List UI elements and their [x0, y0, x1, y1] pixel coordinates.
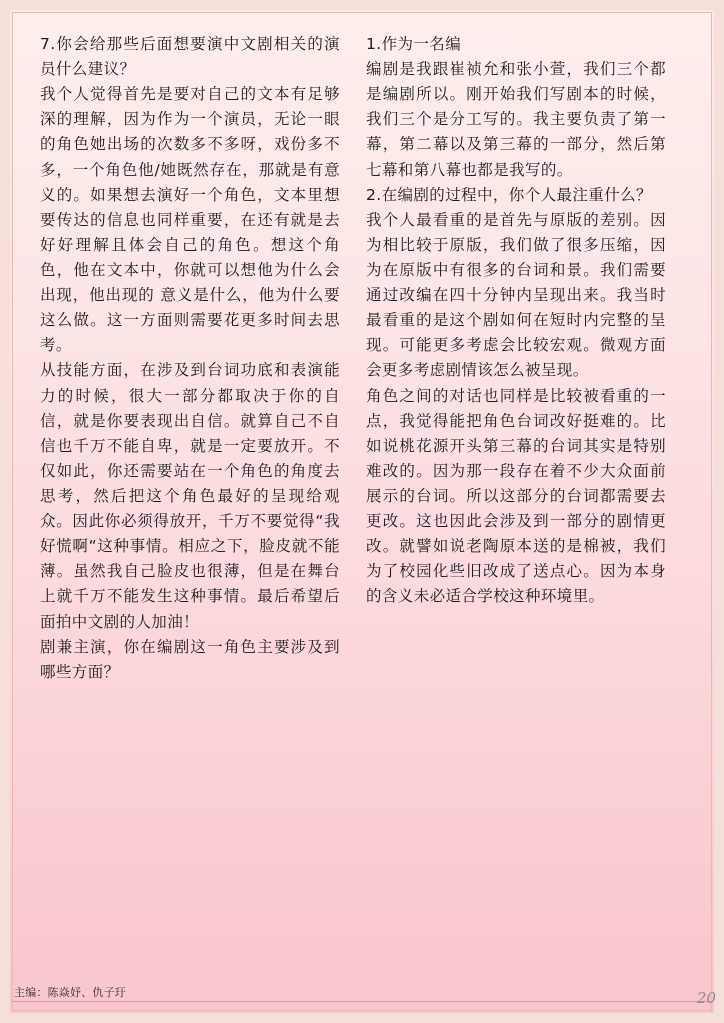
paragraph: 从技能方面，在涉及到台词功底和表演能力的时候，很大一部分都取决于你的自信，就是你要表现出自信。就算自己不自信也千万不能自卑，就是一定要放开。不仅如此，你还需要站在一个角色的角度去思考，然后把这个角色最好的呈现给观众。因此你必须得放开，千万不要觉得“我好慌啊“这种事情。相应之下，脸皮就不能薄。虽然我自己脸皮也很薄，但是在舞台上就千万不能发生这种事情。最后希望后面拍中文剧的人加油！ — [40, 361, 340, 631]
editor-credit: 主编：陈焱妤、仇子玗 — [14, 986, 126, 999]
paragraph: 我个人觉得首先是要对自己的文本有足够深的理解，因为作为一个演员，无论一眼的角色她出场的次数多不多呀，戏份多不多，一个角色他/她既然存在，那就是有意义的。如果想去演好一个角色，文本里想要传达的信息也同样重要，在还有就是去好好理解且体会自己的角色。想这个角色，他在文本中，你就可以想他为什么会出现，他出现的 意义是什么，他为什么要这么做。这一方面则需要花更多时间去思考。 — [40, 85, 340, 355]
right-text-column — [366, 32, 666, 962]
paragraph: 1.作为一名编 — [366, 35, 462, 53]
two-column-text-body — [40, 32, 688, 962]
page-number: 20 — [696, 989, 716, 1007]
paragraph: 角色之间的对话也同样是比较被看重的一点，我觉得能把角色台词改好挺难的。比如说桃花源开头第三幕的台词其实是特别难改的。因为那一段存在着不少大众面前展示的台词。所以这部分的台词都需要去更改。这也因此会涉及到一部分的剧情更改。就譬如说老陶原本送的是棉被，我们为了校园化些旧改成了送点心。因为本身的含义未必适合学校这种环境里。 — [366, 386, 666, 606]
paragraph: 7.你会给那些后面想要演中文剧相关的演员什么建议？ — [40, 35, 340, 79]
left-text-column — [40, 32, 340, 962]
page-footer — [12, 981, 712, 1011]
paragraph: 我个人最看重的是首先与原版的差别。因为相比较于原版，我们做了很多压缩，因为在原版中有很多的台词和景。我们需要通过改编在四十分钟内呈现出来。我当时最看重的是这个剧如何在短时内完整的呈现。可能更多考虑会比较宏观。微观方面会更多考虑剧情该怎么被呈现。 — [366, 210, 666, 380]
paragraph: 剧兼主演，你在编剧这一角色主要涉及到哪些方面？ — [40, 637, 340, 681]
footer-divider — [12, 1001, 712, 1002]
paragraph: 编剧是我跟崔祯允和张小萱，我们三个都是编剧所以。刚开始我们写剧本的时候，我们三个是分工写的。我主要负责了第一幕，第二幕以及第三幕的一部分，然后第七幕和第八幕也都是我写的。 — [366, 60, 666, 179]
paragraph: 2.在编剧的过程中，你个人最注重什么？ — [366, 185, 652, 204]
